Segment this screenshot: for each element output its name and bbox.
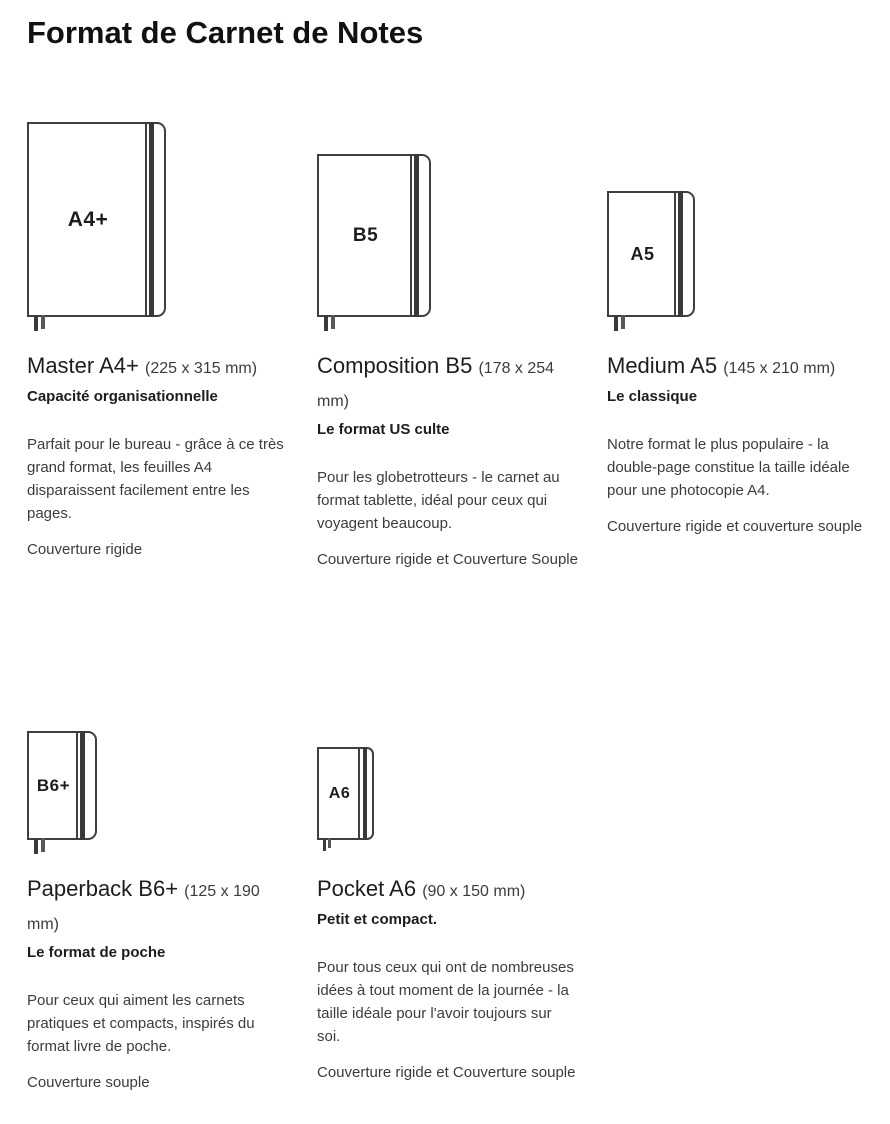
bookmark-ribbon	[328, 838, 331, 848]
format-description: Pour ceux qui aiment les carnets pratiques et compacts, inspirés du format livre de poche.	[27, 992, 255, 1055]
notebook-a6-icon	[317, 747, 374, 840]
format-dimensions: (145 x 210 mm)	[723, 360, 836, 377]
elastic-band	[414, 154, 419, 317]
card-title	[317, 874, 579, 907]
notebook-size-label: B5	[352, 224, 379, 246]
format-tagline: Petit et compact.	[317, 911, 438, 928]
notebook-illustration	[607, 110, 869, 317]
notebook-illustration	[27, 633, 289, 840]
card-title	[27, 874, 289, 940]
notebook-size-label: A5	[630, 243, 655, 264]
format-card-master-a4plus	[27, 110, 289, 561]
bookmark-ribbon	[41, 315, 45, 329]
notebook-b5-icon	[317, 154, 431, 317]
format-card-pocket-a6	[317, 633, 579, 1084]
notebook-a5-icon	[607, 191, 695, 317]
format-name: Medium A5	[607, 353, 718, 378]
notebook-illustration	[27, 110, 289, 317]
elastic-band	[149, 122, 154, 317]
elastic-band	[678, 191, 683, 317]
cover-options: Couverture rigide	[27, 541, 143, 558]
notebook-size-label: A6	[328, 784, 351, 802]
format-tagline: Le format US culte	[317, 421, 450, 438]
elastic-band	[363, 747, 367, 840]
format-dimensions: (90 x 150 mm)	[422, 883, 526, 900]
format-description: Pour les globetrotteurs - le carnet au format tablette, idéal pour ceux qui voyagent beaucoup.	[317, 469, 560, 532]
elastic-band	[80, 731, 85, 840]
notebook-illustration	[317, 110, 579, 317]
bookmark-ribbon	[323, 838, 326, 851]
format-name: Pocket A6	[317, 876, 417, 901]
format-dimensions: (225 x 315 mm)	[145, 360, 258, 377]
format-name: Master A4+	[27, 353, 139, 378]
notebook-size-label: B6+	[36, 775, 71, 795]
page-title: Format de Carnet de Notes	[27, 15, 424, 50]
bookmark-ribbon	[331, 315, 335, 329]
notebook-size-label: A4+	[67, 207, 109, 231]
format-description: Notre format le plus populaire - la double-page constitue la taille idéale pour une photocopie A4.	[607, 436, 850, 499]
bookmark-ribbon	[324, 315, 328, 331]
notebook-b6plus-icon	[27, 731, 97, 840]
card-title	[607, 351, 869, 384]
format-card-composition-b5	[317, 110, 579, 571]
format-dimensions: (125 x 190 mm)	[27, 883, 260, 933]
cover-options: Couverture rigide et Couverture Souple	[317, 551, 578, 568]
bookmark-ribbon	[34, 838, 38, 854]
format-card-medium-a5	[607, 110, 869, 538]
card-title	[317, 351, 579, 417]
cover-options: Couverture souple	[27, 1074, 150, 1091]
format-tagline: Le classique	[607, 388, 698, 405]
cover-options: Couverture rigide et couverture souple	[607, 518, 863, 535]
card-title	[27, 351, 289, 384]
format-dimensions: (178 x 254 mm)	[317, 360, 555, 410]
format-name: Composition B5	[317, 353, 473, 378]
bookmark-ribbon	[614, 315, 618, 331]
format-cards-grid	[27, 110, 870, 1094]
notebook-a4plus-icon	[27, 122, 166, 317]
format-card-paperback-b6plus	[27, 633, 289, 1094]
format-description: Parfait pour le bureau - grâce à ce très grand format, les feuilles A4 disparaissent facilement entre les pages.	[27, 436, 284, 522]
notebook-illustration	[317, 633, 579, 840]
format-tagline: Capacité organisationnelle	[27, 388, 218, 405]
format-description: Pour tous ceux qui ont de nombreuses idées à tout moment de la journée - la taille idéale pour l'avoir toujours sur soi.	[317, 959, 574, 1045]
bookmark-ribbon	[621, 315, 625, 329]
cover-options: Couverture rigide et Couverture souple	[317, 1064, 576, 1081]
format-tagline: Le format de poche	[27, 944, 166, 961]
bookmark-ribbon	[34, 315, 38, 331]
bookmark-ribbon	[41, 838, 45, 852]
format-name: Paperback B6+	[27, 876, 179, 901]
